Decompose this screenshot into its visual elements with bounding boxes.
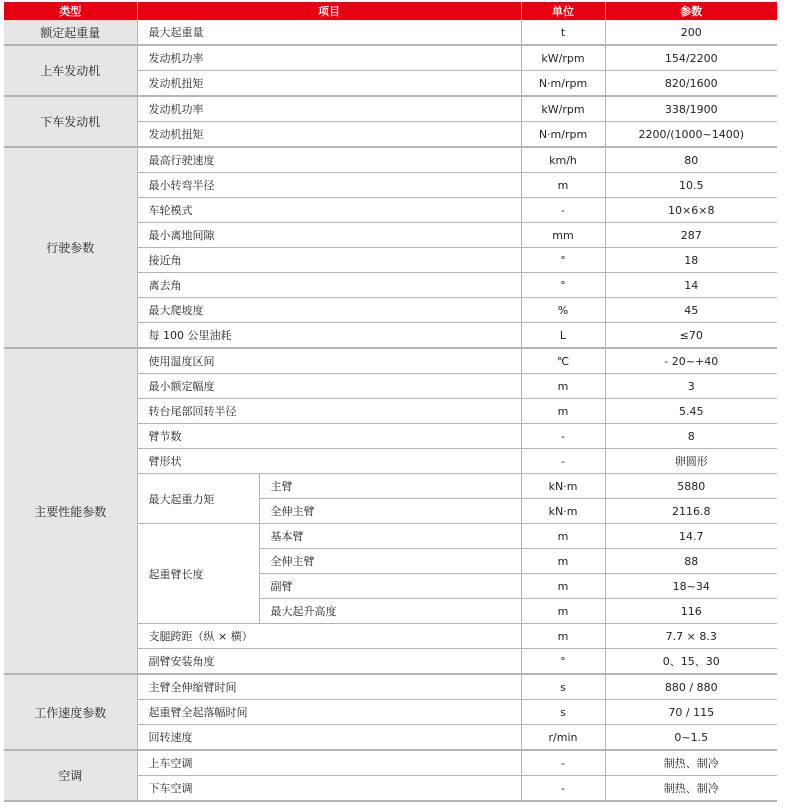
param-value: 80	[605, 147, 777, 173]
unit-value: m	[521, 374, 605, 399]
param-value: 10.5	[605, 173, 777, 198]
item-label: 最小转弯半径	[137, 173, 521, 198]
unit-value: m	[521, 549, 605, 574]
category-upper-engine: 上车发动机	[4, 45, 137, 96]
param-value: 18~34	[605, 574, 777, 599]
param-value: 2116.8	[605, 499, 777, 524]
spec-table	[4, 2, 777, 802]
table-row	[4, 147, 777, 173]
unit-value: ℃	[521, 348, 605, 374]
param-value: 0、15、30	[605, 649, 777, 675]
category-ac: 空调	[4, 750, 137, 801]
unit-value: -	[521, 424, 605, 449]
unit-value: -	[521, 198, 605, 223]
item-label: 最小额定幅度	[137, 374, 521, 399]
item-label-max-moment: 最大起重力矩	[137, 474, 259, 524]
unit-value: -	[521, 776, 605, 802]
param-value: 116	[605, 599, 777, 624]
param-value: 14.7	[605, 524, 777, 549]
sub-item-label: 主臂	[259, 474, 521, 499]
item-label: 臂形状	[137, 449, 521, 474]
param-value: 制热、制冷	[605, 776, 777, 802]
item-label: 臂节数	[137, 424, 521, 449]
item-label: 最小离地间隙	[137, 223, 521, 248]
param-value: 14	[605, 273, 777, 298]
item-label: 发动机扭矩	[137, 71, 521, 97]
table-row	[4, 45, 777, 71]
unit-value: N·m/rpm	[521, 122, 605, 148]
param-value: 5.45	[605, 399, 777, 424]
item-label: 最大起重量	[137, 20, 521, 45]
item-label: 副臂安装角度	[137, 649, 521, 675]
table-row	[4, 348, 777, 374]
param-value: 5880	[605, 474, 777, 499]
header-param: 参数	[605, 2, 777, 20]
sub-item-label: 基本臂	[259, 524, 521, 549]
header-type: 类型	[4, 2, 137, 20]
unit-value: m	[521, 399, 605, 424]
sub-item-label: 副臂	[259, 574, 521, 599]
unit-value: °	[521, 649, 605, 675]
table-row	[4, 750, 777, 776]
item-label: 每 100 公里油耗	[137, 323, 521, 349]
category-lower-engine: 下车发动机	[4, 96, 137, 147]
sub-item-label: 全伸主臂	[259, 549, 521, 574]
item-label: 车轮模式	[137, 198, 521, 223]
category-travel: 行驶参数	[4, 147, 137, 348]
item-label: 上车空调	[137, 750, 521, 776]
param-value: 338/1900	[605, 96, 777, 122]
item-label: 支腿跨距（纵 × 横）	[137, 624, 521, 649]
item-label: 离去角	[137, 273, 521, 298]
item-label: 回转速度	[137, 725, 521, 751]
unit-value: s	[521, 700, 605, 725]
item-label: 最大爬坡度	[137, 298, 521, 323]
unit-value: N·m/rpm	[521, 71, 605, 97]
unit-value: kN·m	[521, 474, 605, 499]
unit-value: m	[521, 524, 605, 549]
item-label: 下车空调	[137, 776, 521, 802]
unit-value: %	[521, 298, 605, 323]
unit-value: kW/rpm	[521, 96, 605, 122]
category-rated-lift: 额定起重量	[4, 20, 137, 45]
unit-value: kW/rpm	[521, 45, 605, 71]
table-row	[4, 20, 777, 45]
unit-value: s	[521, 674, 605, 700]
item-label: 最高行驶速度	[137, 147, 521, 173]
item-label: 接近角	[137, 248, 521, 273]
param-value: 154/2200	[605, 45, 777, 71]
item-label: 发动机扭矩	[137, 122, 521, 148]
item-label: 发动机功率	[137, 45, 521, 71]
category-performance: 主要性能参数	[4, 348, 137, 674]
unit-value: kN·m	[521, 499, 605, 524]
param-value: 880 / 880	[605, 674, 777, 700]
table-row	[4, 674, 777, 700]
param-value: 820/1600	[605, 71, 777, 97]
param-value: 287	[605, 223, 777, 248]
category-work-speed: 工作速度参数	[4, 674, 137, 750]
unit-value: m	[521, 173, 605, 198]
unit-value: r/min	[521, 725, 605, 751]
param-value: 88	[605, 549, 777, 574]
param-value: 70 / 115	[605, 700, 777, 725]
header-row	[4, 2, 777, 20]
sub-item-label: 全伸主臂	[259, 499, 521, 524]
unit-value: -	[521, 449, 605, 474]
param-value: ≤70	[605, 323, 777, 349]
sub-item-label: 最大起升高度	[259, 599, 521, 624]
param-value: 0~1.5	[605, 725, 777, 751]
header-item: 项目	[137, 2, 521, 20]
item-label: 转台尾部回转半径	[137, 399, 521, 424]
header-unit: 单位	[521, 2, 605, 20]
unit-value: °	[521, 248, 605, 273]
item-label-boom-length: 起重臂长度	[137, 524, 259, 624]
unit-value: m	[521, 574, 605, 599]
item-label: 发动机功率	[137, 96, 521, 122]
unit-value: L	[521, 323, 605, 349]
unit-value: t	[521, 20, 605, 45]
unit-value: mm	[521, 223, 605, 248]
table-row	[4, 96, 777, 122]
item-label: 主臂全伸缩臂时间	[137, 674, 521, 700]
param-value: 8	[605, 424, 777, 449]
param-value: - 20~+40	[605, 348, 777, 374]
param-value: 制热、制冷	[605, 750, 777, 776]
param-value: 200	[605, 20, 777, 45]
unit-value: m	[521, 599, 605, 624]
param-value: 3	[605, 374, 777, 399]
param-value: 10×6×8	[605, 198, 777, 223]
param-value: 18	[605, 248, 777, 273]
unit-value: -	[521, 750, 605, 776]
param-value: 45	[605, 298, 777, 323]
param-value: 卵圆形	[605, 449, 777, 474]
item-label: 起重臂全起落幅时间	[137, 700, 521, 725]
unit-value: km/h	[521, 147, 605, 173]
unit-value: m	[521, 624, 605, 649]
param-value: 7.7 × 8.3	[605, 624, 777, 649]
item-label: 使用温度区间	[137, 348, 521, 374]
unit-value: °	[521, 273, 605, 298]
param-value: 2200/(1000~1400)	[605, 122, 777, 148]
